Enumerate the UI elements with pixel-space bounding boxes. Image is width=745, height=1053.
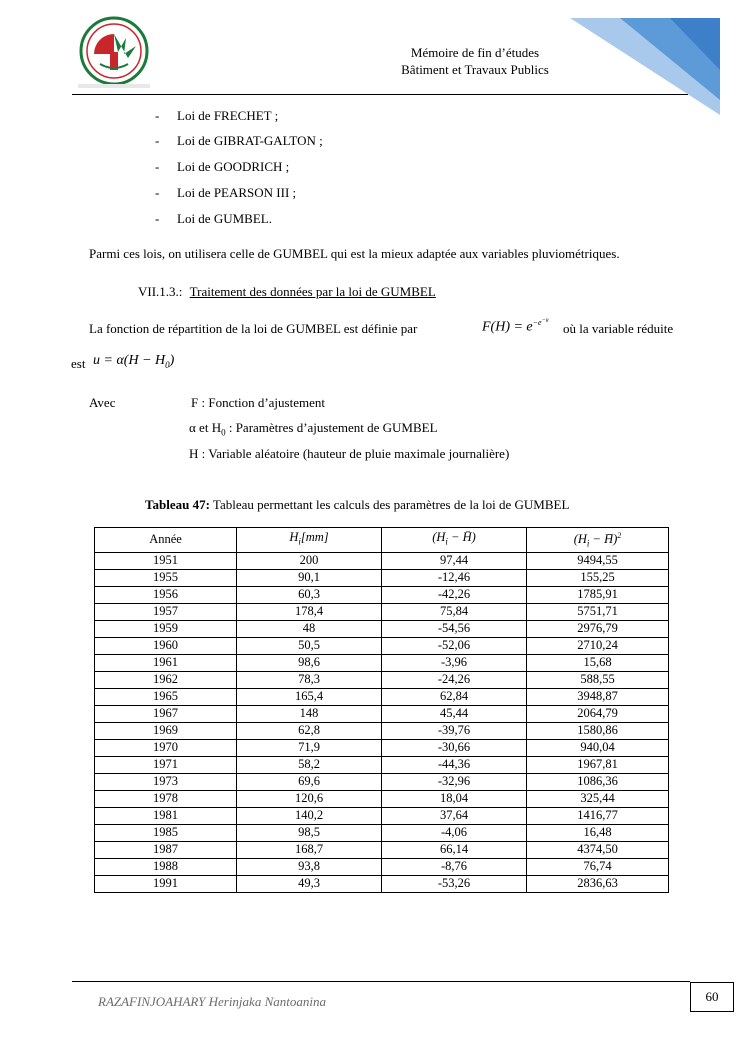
- table-header-row: [95, 528, 669, 553]
- table-row: [95, 637, 669, 654]
- table-cell: -30,66: [382, 739, 527, 756]
- table-cell: 1987: [95, 841, 237, 858]
- table-cell: 45,44: [382, 705, 527, 722]
- table-row: [95, 552, 669, 569]
- table-cell: 1955: [95, 569, 237, 586]
- table-cell: 1785,91: [527, 586, 669, 603]
- table-row: [95, 875, 669, 892]
- definition-text: La fonction de répartition de la loi de GUMBEL est définie par: [89, 321, 418, 336]
- table-row: [95, 858, 669, 875]
- table-cell: 69,6: [237, 773, 382, 790]
- caption-label: Tableau 47:: [145, 497, 210, 512]
- header-annee: Année: [95, 528, 237, 553]
- page-number: 60: [690, 982, 734, 1012]
- table-cell: 62,8: [237, 722, 382, 739]
- definition-est: est: [71, 356, 86, 371]
- table-cell: 140,2: [237, 807, 382, 824]
- section-title: Traitement des données par la loi de GUMBEL: [189, 284, 436, 299]
- table-cell: -39,76: [382, 722, 527, 739]
- table-cell: -42,26: [382, 586, 527, 603]
- formula-F: $F(H) = e^{-e^{-u}}$: [482, 317, 549, 335]
- legend-avec: Avec: [89, 395, 116, 410]
- table-row: [95, 790, 669, 807]
- footer-author: RAZAFINJOAHARY Herinjaka Nantoanina: [98, 994, 326, 1009]
- section-heading: [138, 284, 436, 300]
- table-row: [95, 756, 669, 773]
- table-row: [95, 688, 669, 705]
- header-line2: Bâtiment et Travaux Publics: [401, 62, 549, 77]
- table-cell: 58,2: [237, 756, 382, 773]
- table-cell: 50,5: [237, 637, 382, 654]
- table-cell: 97,44: [382, 552, 527, 569]
- table-row: [95, 671, 669, 688]
- table-row: [95, 773, 669, 790]
- table-cell: 1959: [95, 620, 237, 637]
- table-row: [95, 705, 669, 722]
- table-cell: 60,3: [237, 586, 382, 603]
- table-cell: 1416,77: [527, 807, 669, 824]
- gumbel-table: [94, 527, 669, 893]
- table-cell: -24,26: [382, 671, 527, 688]
- table-cell: -52,06: [382, 637, 527, 654]
- table-cell: 98,6: [237, 654, 382, 671]
- table-cell: -3,96: [382, 654, 527, 671]
- footer-rule: [72, 981, 690, 982]
- legend-item: α et $H_0$ : Paramètres d’ajustement de GUMBEL: [189, 420, 438, 438]
- table-cell: 148: [237, 705, 382, 722]
- table-cell: 15,68: [527, 654, 669, 671]
- table-row: [95, 722, 669, 739]
- table-cell: -44,36: [382, 756, 527, 773]
- table-cell: 5751,71: [527, 603, 669, 620]
- list-item: - Loi de GOODRICH ;: [155, 159, 290, 174]
- table-cell: -12,46: [382, 569, 527, 586]
- table-row: [95, 807, 669, 824]
- table-cell: -8,76: [382, 858, 527, 875]
- table-cell: 2976,79: [527, 620, 669, 637]
- list-item: - Loi de FRECHET ;: [155, 108, 279, 123]
- caption-text: Tableau permettant les calculs des paramètres de la loi de GUMBEL: [212, 497, 570, 512]
- table-cell: 168,7: [237, 841, 382, 858]
- table-row: [95, 841, 669, 858]
- table-cell: 1962: [95, 671, 237, 688]
- corner-decoration: [560, 0, 745, 125]
- table-row: [95, 739, 669, 756]
- header-deviation: ($H_i$ − H̄): [382, 528, 527, 553]
- table-cell: 1957: [95, 603, 237, 620]
- table-row: [95, 824, 669, 841]
- table-cell: 1981: [95, 807, 237, 824]
- table-cell: 1971: [95, 756, 237, 773]
- table-cell: -53,26: [382, 875, 527, 892]
- table-row: [95, 603, 669, 620]
- list-item: - Loi de GIBRAT-GALTON ;: [155, 133, 323, 148]
- table-cell: 76,74: [527, 858, 669, 875]
- table-cell: 66,14: [382, 841, 527, 858]
- table-cell: 178,4: [237, 603, 382, 620]
- table-cell: 200: [237, 552, 382, 569]
- table-cell: 1967: [95, 705, 237, 722]
- table-cell: 78,3: [237, 671, 382, 688]
- table-cell: 1978: [95, 790, 237, 807]
- table-row: [95, 586, 669, 603]
- table-cell: 90,1: [237, 569, 382, 586]
- table-cell: 62,84: [382, 688, 527, 705]
- table-cell: 588,55: [527, 671, 669, 688]
- table-cell: 49,3: [237, 875, 382, 892]
- table-cell: 1970: [95, 739, 237, 756]
- table-cell: 4374,50: [527, 841, 669, 858]
- table-cell: 155,25: [527, 569, 669, 586]
- table-cell: 165,4: [237, 688, 382, 705]
- legend-item: H : Variable aléatoire (hauteur de pluie maximale journalière): [189, 446, 510, 461]
- header-deviation-squared: ($H_i$ − H̄)$^2$: [527, 528, 669, 553]
- table-cell: 16,48: [527, 824, 669, 841]
- table-cell: 93,8: [237, 858, 382, 875]
- table-cell: 1960: [95, 637, 237, 654]
- list-item: - Loi de GUMBEL.: [155, 211, 272, 226]
- table-cell: 2836,63: [527, 875, 669, 892]
- header-line1: Mémoire de fin d’études: [410, 45, 540, 60]
- table-cell: 1580,86: [527, 722, 669, 739]
- table-cell: 1967,81: [527, 756, 669, 773]
- table-cell: -32,96: [382, 773, 527, 790]
- table-cell: 18,04: [382, 790, 527, 807]
- table-cell: 98,5: [237, 824, 382, 841]
- table-cell: 2710,24: [527, 637, 669, 654]
- table-cell: 3948,87: [527, 688, 669, 705]
- table-cell: 75,84: [382, 603, 527, 620]
- table-cell: 1961: [95, 654, 237, 671]
- table-cell: 9494,55: [527, 552, 669, 569]
- table-cell: 1951: [95, 552, 237, 569]
- list-item: - Loi de PEARSON III ;: [155, 185, 297, 200]
- table-cell: 1973: [95, 773, 237, 790]
- table-cell: 1956: [95, 586, 237, 603]
- table-cell: 1991: [95, 875, 237, 892]
- table-cell: 1969: [95, 722, 237, 739]
- definition-text-after: où la variable réduite: [563, 321, 674, 336]
- table-cell: 2064,79: [527, 705, 669, 722]
- table-cell: 325,44: [527, 790, 669, 807]
- header-hi: $H_i[mm]$: [237, 528, 382, 553]
- table-cell: 1965: [95, 688, 237, 705]
- school-emblem-logo: [72, 14, 156, 92]
- table-cell: -4,06: [382, 824, 527, 841]
- table-cell: 120,6: [237, 790, 382, 807]
- table-cell: 1988: [95, 858, 237, 875]
- table-row: [95, 620, 669, 637]
- intro-paragraph: Parmi ces lois, on utilisera celle de GUMBEL qui est la mieux adaptée aux variables pluviométriques.: [89, 246, 620, 261]
- table-cell: 1086,36: [527, 773, 669, 790]
- table-row: [95, 654, 669, 671]
- legend-item: F : Fonction d’ajustement: [191, 395, 325, 410]
- table-row: [95, 569, 669, 586]
- table-caption: [145, 497, 569, 513]
- formula-u: $u = \alpha(H - H_0)$: [93, 353, 175, 370]
- section-number: VII.1.3.:: [138, 284, 183, 299]
- table-cell: 1985: [95, 824, 237, 841]
- table-cell: 37,64: [382, 807, 527, 824]
- table-cell: -54,56: [382, 620, 527, 637]
- table-cell: 940,04: [527, 739, 669, 756]
- table-cell: 71,9: [237, 739, 382, 756]
- table-cell: 48: [237, 620, 382, 637]
